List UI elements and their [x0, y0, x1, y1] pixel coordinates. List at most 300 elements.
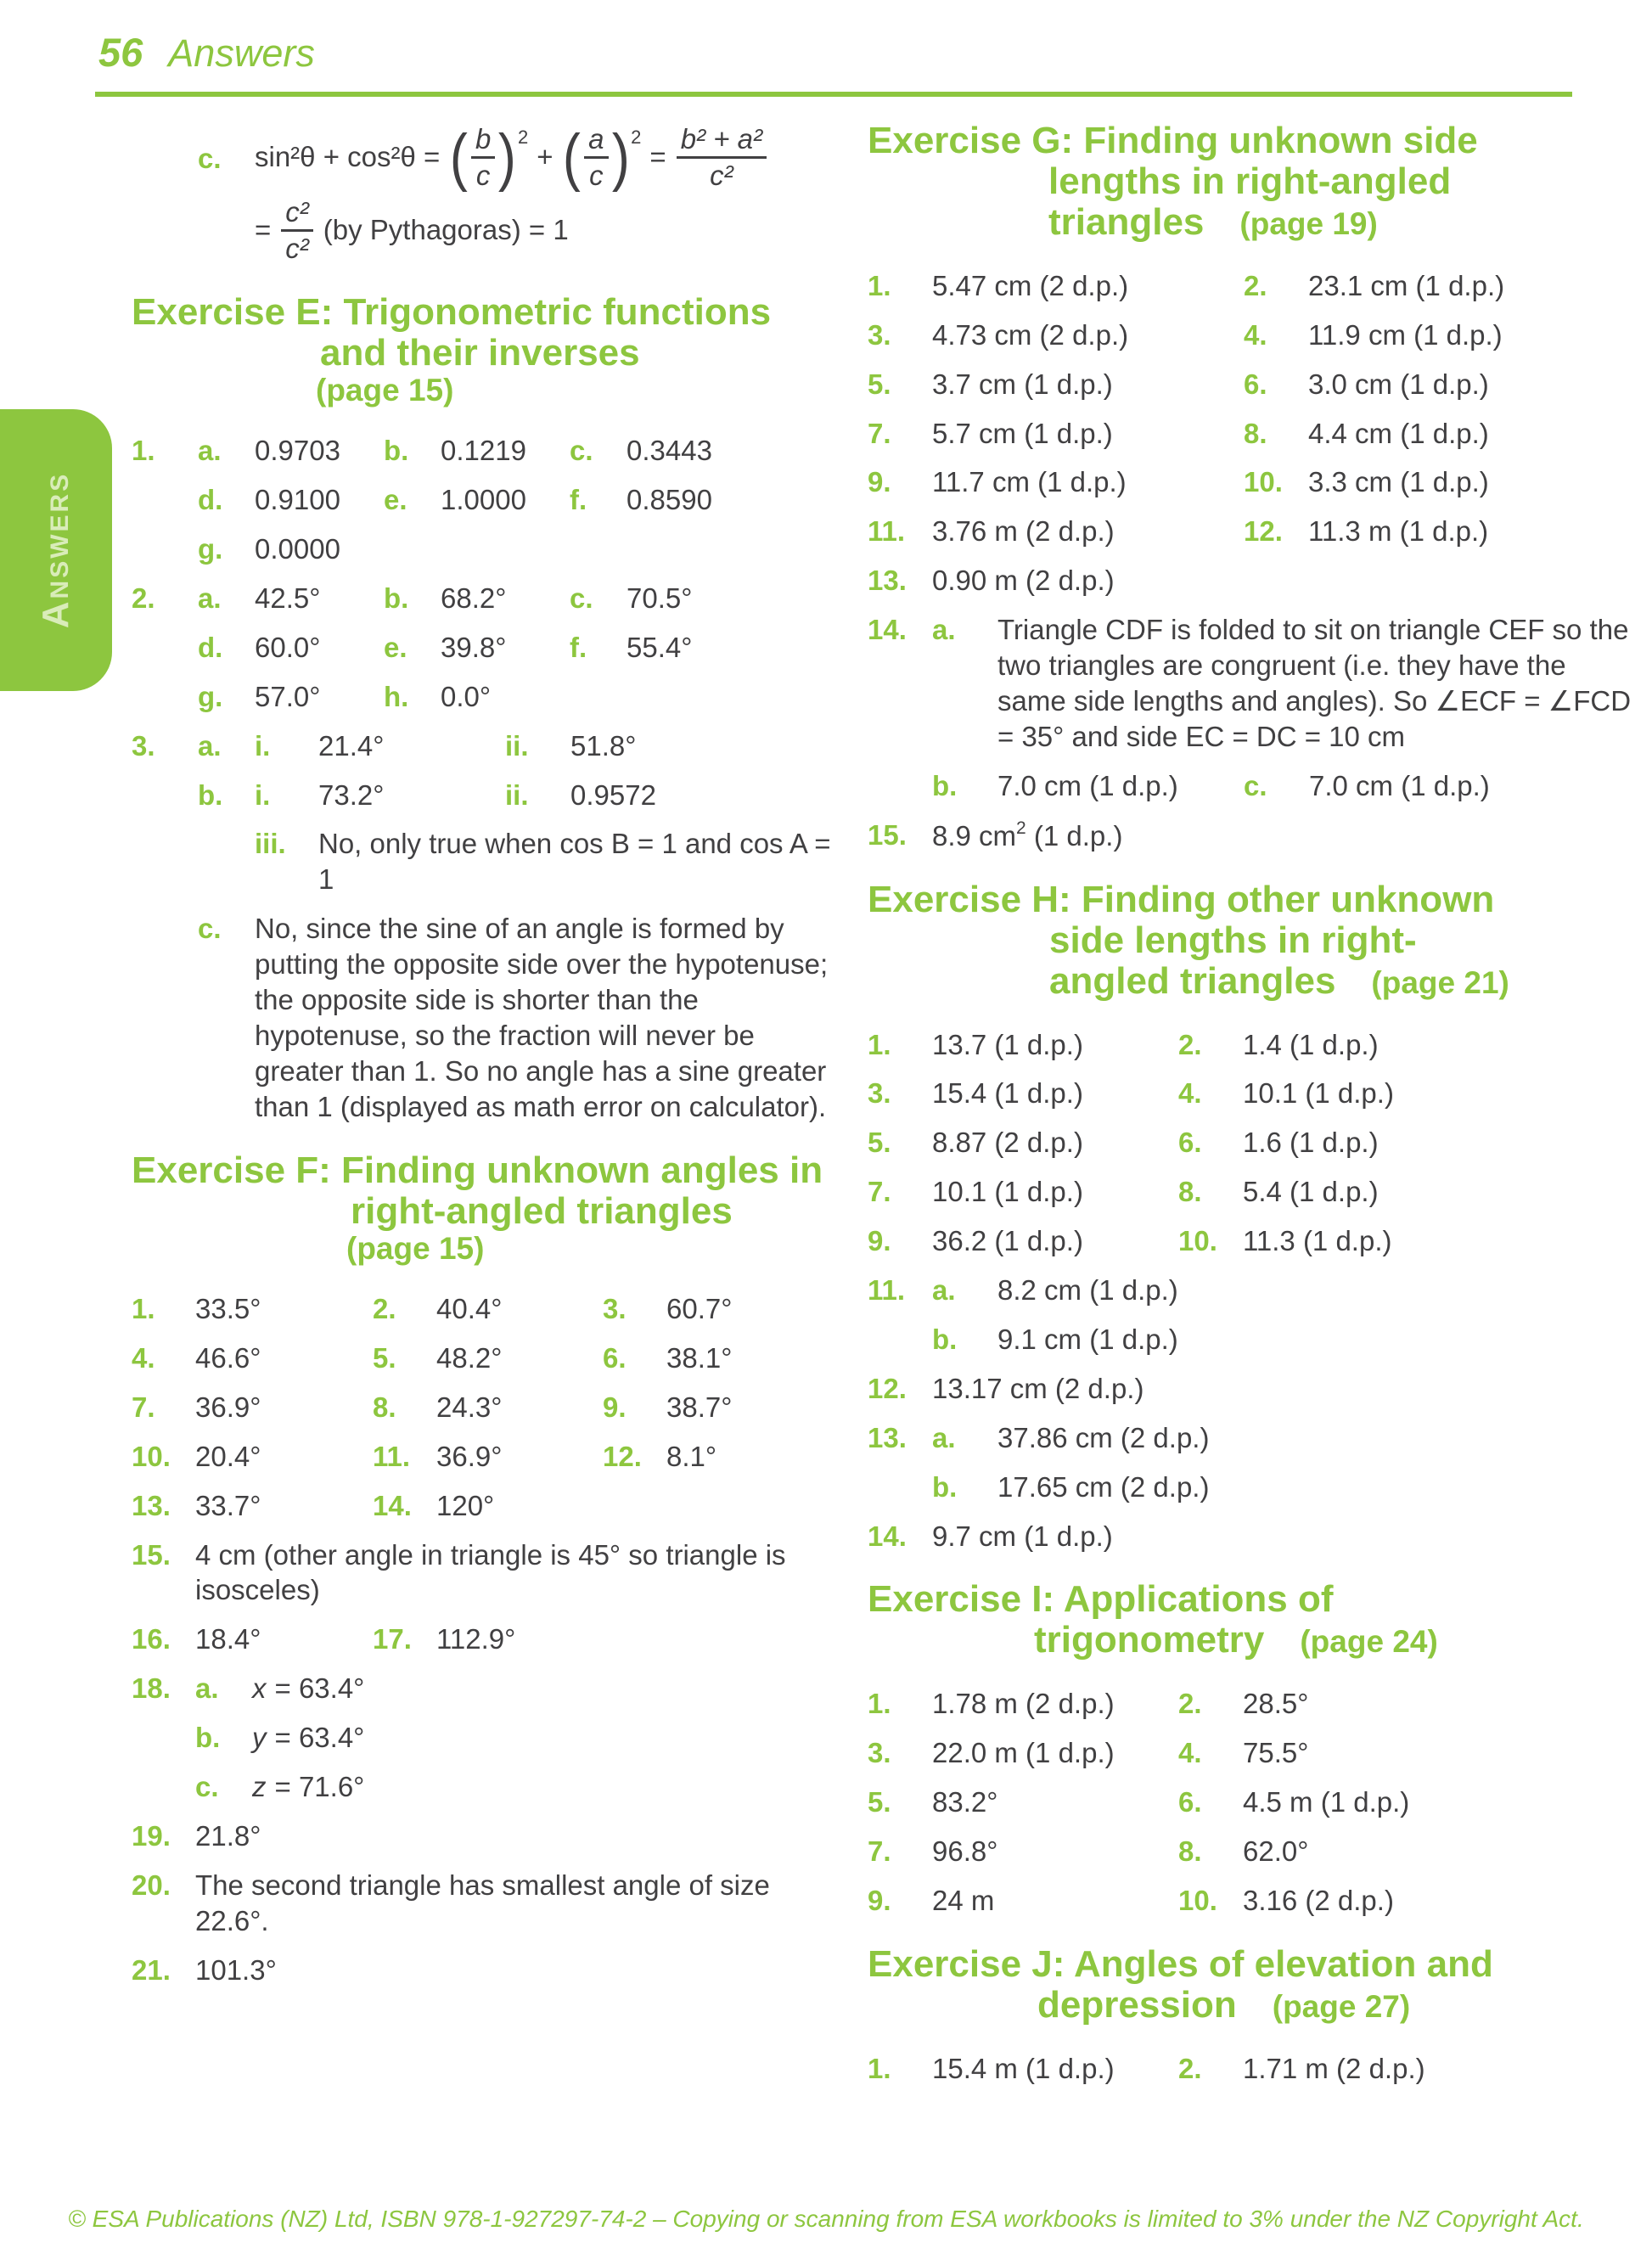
item-value: 15.4 (1 d.p.) — [932, 1077, 1083, 1110]
item-letter: f. — [570, 484, 587, 516]
answer-row — [868, 2051, 1632, 2087]
answer-row — [868, 1735, 1632, 1771]
answer-row — [132, 1720, 839, 1756]
variable: y — [252, 1722, 267, 1754]
item-value: 3.3 cm (1 d.p.) — [1308, 466, 1489, 498]
superscript: 2 — [1016, 818, 1026, 838]
exercise-f-heading — [132, 1150, 839, 1266]
answer-row — [868, 1174, 1632, 1210]
item-number: 12. — [1244, 515, 1283, 548]
fraction — [471, 122, 495, 191]
page-title: Answers — [168, 31, 315, 75]
formula-line-1 — [255, 121, 839, 194]
item-value: 0.0° — [441, 680, 492, 712]
tab-label-rest: NSWERS — [46, 471, 74, 599]
item-value: 3.0 cm (1 d.p.) — [1308, 368, 1489, 400]
item-value: 10.1 (1 d.p.) — [1243, 1077, 1394, 1110]
item-letter: a. — [198, 435, 222, 467]
copyright-text: © ESA Publications (NZ) Ltd, ISBN 978-1-927297-74-2 – Copying or scanning from ESA workbooks is limited to 3% under the NZ Copyright Act. — [68, 2206, 1584, 2232]
formula-line-2 — [255, 194, 839, 267]
item-value: 0.9572 — [570, 778, 656, 811]
item-value: 83.2° — [932, 1786, 998, 1818]
answer-row — [132, 679, 839, 715]
item-number: 6. — [1244, 368, 1267, 400]
item-value: 33.5° — [195, 1292, 261, 1324]
item-value: 5.4 (1 d.p.) — [1243, 1176, 1379, 1208]
item-number: 10. — [1178, 1885, 1217, 1916]
fraction-denominator: c² — [710, 159, 733, 191]
answer-row — [132, 433, 839, 469]
fraction-denominator: c — [475, 159, 491, 191]
item-value: No, only true when cos B = 1 and cos A = 1 — [318, 828, 831, 896]
item-number: 15. — [132, 1538, 171, 1571]
fraction-numerator: b — [471, 125, 495, 159]
equals-sign: = — [255, 214, 272, 245]
item-number: 1. — [132, 1292, 155, 1324]
item-value: 4 cm (other angle in triangle is 45° so triangle is isosceles) — [195, 1538, 786, 1606]
answer-row — [868, 1420, 1632, 1456]
item-number: 14. — [373, 1489, 412, 1521]
item-value: 38.7° — [666, 1391, 733, 1423]
fraction-denominator: c — [589, 159, 604, 191]
heading-line: Exercise F: Finding unknown angles in — [132, 1149, 823, 1191]
value-text: (1 d.p.) — [1025, 819, 1123, 851]
answer-row — [132, 1390, 839, 1425]
heading-text: triangles — [1048, 200, 1205, 243]
item-number: 2. — [1244, 269, 1267, 301]
fraction-numerator: a — [584, 125, 608, 159]
answer-row — [198, 911, 839, 1124]
plus-sign: + — [537, 141, 553, 172]
item-letter: c. — [195, 1771, 219, 1803]
item-value: 7.0 cm (1 d.p.) — [997, 769, 1178, 801]
item-value: 5.7 cm (1 d.p.) — [932, 417, 1113, 449]
answer-row — [868, 514, 1632, 549]
item-number: 8. — [373, 1391, 396, 1423]
item-value: 36.9° — [195, 1391, 261, 1423]
answer-row — [868, 818, 1632, 854]
fraction — [281, 195, 313, 264]
item-letter: c. — [570, 582, 593, 614]
item-number: 13. — [868, 1421, 907, 1453]
answer-row — [868, 367, 1632, 402]
item-value: 73.2° — [318, 778, 385, 811]
answer-row — [868, 563, 1632, 599]
answers-side-tab — [0, 409, 112, 691]
item-number: 2. — [1178, 1028, 1202, 1060]
item-number: 5. — [868, 1786, 891, 1818]
item-value: 1.78 m (2 d.p.) — [932, 1688, 1115, 1720]
item-value: 36.9° — [436, 1440, 503, 1472]
item-value: Triangle CDF is folded to sit on triangle CEF so the two triangles are congruent (i.e. they have the same side lengths and angles). So ∠ECF = ∠FCD = 35° and side EC = DC = 10 cm — [997, 614, 1632, 752]
answer-row — [868, 1519, 1632, 1554]
item-letter: b. — [384, 435, 409, 467]
item-number: 6. — [1178, 1786, 1202, 1818]
item-number: 2. — [1178, 1688, 1202, 1720]
answer-row — [868, 1076, 1632, 1111]
fraction-squared: ( $\frac{a}{c}$ ) 2 — [563, 121, 642, 193]
answers-tab-label — [35, 472, 77, 628]
answer-row — [132, 581, 839, 616]
fraction-numerator: b² + a² — [677, 125, 767, 159]
item-value: 75.5° — [1243, 1737, 1309, 1769]
answer-row — [132, 531, 839, 567]
item-number: 7. — [868, 417, 891, 449]
item-number: 4. — [1178, 1077, 1202, 1110]
item-number: 14. — [868, 1520, 907, 1552]
item-letter: c. — [1244, 769, 1267, 801]
answer-row — [868, 1784, 1632, 1820]
item-value: 5.47 cm (2 d.p.) — [932, 269, 1129, 301]
page-ref: (page 21) — [1371, 964, 1509, 1000]
exercise-i-heading — [868, 1579, 1632, 1661]
answer-row — [868, 768, 1632, 804]
item-number: 8. — [1178, 1176, 1202, 1208]
item-number: 9. — [868, 1885, 891, 1916]
item-value: 7.0 cm (1 d.p.) — [1309, 769, 1490, 801]
item-value — [932, 818, 1632, 854]
exponent: 2 — [631, 126, 642, 148]
answer-row — [868, 1371, 1632, 1407]
item-letter: f. — [570, 631, 587, 663]
item-value: 10.1 (1 d.p.) — [932, 1176, 1083, 1208]
answer-row — [868, 612, 1632, 755]
item-value: 11.9 cm (1 d.p.) — [1308, 318, 1503, 351]
item-number: 9. — [603, 1391, 627, 1423]
formula-lhs: sin²θ + cos²θ = — [255, 141, 441, 172]
value-text: = 63.4° — [274, 1722, 365, 1754]
item-value: 40.4° — [436, 1292, 503, 1324]
value-text: = 63.4° — [274, 1672, 365, 1705]
item-value: 0.9703 — [255, 435, 340, 467]
item-value: 8.2 cm (1 d.p.) — [997, 1274, 1178, 1307]
item-number: 20. — [132, 1869, 171, 1901]
item-number: 11. — [868, 515, 906, 548]
item-value: No, since the sine of an angle is formed by putting the opposite side over the hypotenuse; the opposite side is shorter than the hypotenuse, so the fraction will never be greater than 1. So no angle has a sine greater than 1 (displayed as math error on calculator). — [255, 913, 829, 1122]
value-text: 8.9 cm — [932, 819, 1017, 851]
heading-text: angled triangles — [1049, 959, 1336, 1002]
item-value: 17.65 cm (2 d.p.) — [997, 1470, 1210, 1503]
item-number: 18. — [132, 1672, 171, 1705]
item-number: 3. — [868, 318, 891, 351]
item-number: 3. — [603, 1292, 627, 1324]
answer-row — [132, 1439, 839, 1475]
heading-text: trigonometry — [1034, 1619, 1265, 1661]
item-letter: d. — [198, 484, 223, 516]
answer-row — [132, 1340, 839, 1376]
item-letter: b. — [932, 769, 958, 801]
page-ref: (page 15) — [346, 1230, 485, 1266]
item-value: 23.1 cm (1 d.p.) — [1308, 269, 1505, 301]
item-letter: c. — [198, 143, 222, 174]
item-number: 19. — [132, 1819, 171, 1852]
item-number: 3. — [132, 729, 155, 762]
item-value: The second triangle has smallest angle of size 22.6°. — [195, 1869, 770, 1936]
item-number: 13. — [132, 1489, 171, 1521]
item-value: 9.1 cm (1 d.p.) — [997, 1323, 1178, 1355]
item-value: 11.7 cm (1 d.p.) — [932, 466, 1127, 498]
item-letter: e. — [384, 484, 407, 516]
item-number: 6. — [603, 1341, 627, 1374]
item-value: 3.7 cm (1 d.p.) — [932, 368, 1113, 400]
item-letter: b. — [195, 1722, 221, 1754]
item-number: 4. — [132, 1341, 155, 1374]
item-number: 21. — [132, 1953, 171, 1986]
item-value: 60.0° — [255, 631, 321, 663]
item-value: 13.7 (1 d.p.) — [932, 1028, 1083, 1060]
heading-line — [1037, 1985, 1632, 2026]
answer-row — [868, 416, 1632, 452]
item-value: 9.7 cm (1 d.p.) — [932, 1520, 1113, 1552]
item-number: 9. — [868, 1225, 891, 1257]
item-number: 1. — [132, 435, 155, 467]
item-number: 13. — [868, 565, 907, 597]
item-number: 12. — [603, 1440, 642, 1472]
item-value: 48.2° — [436, 1341, 503, 1374]
item-value: 11.3 (1 d.p.) — [1243, 1225, 1392, 1257]
answer-row — [868, 1470, 1632, 1505]
item-roman: iii. — [255, 828, 286, 860]
item-number: 4. — [1244, 318, 1267, 351]
item-value: 20.4° — [195, 1440, 261, 1472]
item-value: 0.1219 — [441, 435, 526, 467]
item-number: 1. — [868, 1688, 891, 1720]
heading-line — [1034, 1620, 1632, 1661]
item-letter: b. — [932, 1323, 958, 1355]
answer-row — [868, 1322, 1632, 1357]
answer-row — [132, 728, 839, 764]
item-letter: a. — [195, 1672, 219, 1705]
copyright-footer — [0, 2206, 1652, 2233]
item-value: 0.8590 — [627, 484, 712, 516]
item-value: 36.2 (1 d.p.) — [932, 1225, 1083, 1257]
item-number: 15. — [868, 818, 907, 851]
answer-row — [132, 1818, 839, 1854]
item-roman: ii. — [505, 729, 529, 762]
item-number: 11. — [373, 1440, 411, 1472]
item-value: 8.1° — [666, 1440, 717, 1472]
exercise-h-heading — [868, 880, 1632, 1002]
item-number: 3. — [868, 1077, 891, 1110]
item-value: 70.5° — [627, 582, 693, 614]
item-value: 3.76 m (2 d.p.) — [932, 515, 1115, 548]
answer-row — [132, 778, 839, 813]
item-value: 101.3° — [195, 1953, 277, 1986]
answer-row — [132, 1769, 839, 1805]
tab-label-initial: A — [35, 599, 76, 629]
item-letter: h. — [384, 680, 409, 712]
value-text: = 71.6° — [274, 1771, 365, 1803]
heading-line: Exercise H: Finding other unknown — [868, 878, 1495, 920]
item-letter: d. — [198, 631, 223, 663]
answer-row — [868, 1883, 1632, 1919]
item-value: 1.0000 — [441, 484, 526, 516]
exercise-g-heading — [868, 121, 1632, 243]
item-number: 2. — [132, 582, 155, 614]
item-number: 14. — [868, 614, 907, 646]
variable: x — [252, 1672, 267, 1705]
item-letter: b. — [384, 582, 409, 614]
item-value: 15.4 m (1 d.p.) — [932, 2052, 1115, 2084]
item-letter: b. — [198, 778, 223, 811]
worked-answer-c — [132, 121, 839, 267]
exercise-e-heading — [132, 292, 839, 407]
item-value — [252, 1720, 839, 1756]
page-ref: (page 24) — [1300, 1624, 1438, 1660]
answer-row — [132, 630, 839, 666]
item-number: 16. — [132, 1623, 171, 1655]
answer-row — [868, 1027, 1632, 1063]
page-ref: (page 19) — [1239, 205, 1378, 241]
fraction — [677, 122, 767, 191]
heading-line: Exercise E: Trigonometric functions — [132, 291, 772, 333]
item-value: 24 m — [932, 1885, 995, 1916]
heading-text: depression — [1037, 1983, 1237, 2026]
item-value: 18.4° — [195, 1623, 261, 1655]
item-value: 3.16 (2 d.p.) — [1243, 1885, 1394, 1916]
formula-tail: (by Pythagoras) = 1 — [323, 214, 569, 245]
left-column — [132, 121, 839, 2002]
item-value: 1.4 (1 d.p.) — [1243, 1028, 1379, 1060]
item-number: 3. — [868, 1737, 891, 1769]
answer-row — [868, 1223, 1632, 1259]
item-value: 51.8° — [570, 729, 637, 762]
item-value: 0.90 m (2 d.p.) — [932, 565, 1115, 597]
item-number: 2. — [373, 1292, 396, 1324]
item-value: 1.71 m (2 d.p.) — [1243, 2052, 1425, 2084]
item-number: 1. — [868, 269, 891, 301]
item-value: 4.5 m (1 d.p.) — [1243, 1786, 1410, 1818]
heading-line: right-angled triangles — [351, 1189, 733, 1232]
item-roman: i. — [255, 778, 271, 811]
item-value: 0.3443 — [627, 435, 712, 467]
answer-row — [868, 464, 1632, 500]
item-number: 10. — [132, 1440, 171, 1472]
item-letter: b. — [932, 1470, 958, 1503]
item-value — [252, 1671, 839, 1706]
item-number: 8. — [1178, 1835, 1202, 1868]
fraction-squared: ( $\frac{b}{c}$ ) 2 — [450, 121, 529, 193]
item-value: 4.73 cm (2 d.p.) — [932, 318, 1129, 351]
item-value: 68.2° — [441, 582, 507, 614]
item-number: 10. — [1178, 1225, 1217, 1257]
item-letter: a. — [932, 614, 956, 646]
fraction-numerator: c² — [281, 198, 313, 232]
heading-line — [1048, 202, 1632, 243]
item-value: 13.17 cm (2 d.p.) — [932, 1372, 1144, 1404]
item-value: 46.6° — [195, 1341, 261, 1374]
item-value: 60.7° — [666, 1292, 733, 1324]
item-value: 112.9° — [436, 1623, 516, 1655]
answer-row — [868, 1273, 1632, 1308]
page-header — [98, 29, 315, 76]
item-number: 6. — [1178, 1127, 1202, 1159]
answer-row — [132, 1291, 839, 1327]
item-roman: ii. — [505, 778, 529, 811]
heading-line: and their inverses — [320, 331, 640, 374]
fraction-denominator: c² — [285, 232, 309, 264]
item-number: 5. — [868, 368, 891, 400]
fraction — [584, 122, 608, 191]
item-number: 7. — [868, 1835, 891, 1868]
answer-row — [868, 318, 1632, 353]
item-value: 0.9100 — [255, 484, 340, 516]
heading-line: lengths in right-angled — [1048, 160, 1452, 202]
formula-body — [255, 121, 839, 267]
answer-row — [868, 1834, 1632, 1869]
item-letter: g. — [198, 680, 223, 712]
item-number: 1. — [868, 1028, 891, 1060]
heading-line: side lengths in right- — [1049, 919, 1417, 961]
item-value: 37.86 cm (2 d.p.) — [997, 1421, 1210, 1453]
item-roman: i. — [255, 729, 271, 762]
item-letter: a. — [198, 582, 222, 614]
answer-row — [132, 1671, 839, 1706]
item-value: 120° — [436, 1489, 495, 1521]
page-ref: (page 27) — [1272, 1988, 1411, 2024]
item-letter: c. — [570, 435, 593, 467]
item-number: 10. — [1244, 466, 1283, 498]
answer-row — [132, 482, 839, 518]
item-value: 24.3° — [436, 1391, 503, 1423]
item-value: 96.8° — [932, 1835, 998, 1868]
item-value: 57.0° — [255, 680, 321, 712]
item-value: 28.5° — [1243, 1688, 1309, 1720]
item-value: 11.3 m (1 d.p.) — [1308, 515, 1489, 548]
item-number: 9. — [868, 466, 891, 498]
item-number: 2. — [1178, 2052, 1202, 2084]
item-number: 4. — [1178, 1737, 1202, 1769]
item-letter: a. — [932, 1421, 956, 1453]
item-value: 39.8° — [441, 631, 507, 663]
heading-line: Exercise J: Angles of elevation and — [868, 1942, 1493, 1985]
item-number: 1. — [868, 2052, 891, 2084]
item-letter: c. — [198, 913, 222, 945]
heading-line: Exercise G: Finding unknown side — [868, 120, 1478, 161]
item-value: 55.4° — [627, 631, 693, 663]
answer-row — [132, 1488, 839, 1524]
item-number: 11. — [868, 1274, 906, 1307]
item-letter: a. — [932, 1274, 956, 1307]
answer-row — [868, 268, 1632, 304]
answer-row — [132, 1621, 839, 1657]
answer-row — [868, 1125, 1632, 1161]
heading-line: Exercise I: Applications of — [868, 1578, 1334, 1621]
answer-row — [132, 1537, 839, 1609]
item-value: 42.5° — [255, 582, 321, 614]
item-letter: g. — [198, 533, 223, 565]
item-value: 21.8° — [195, 1819, 261, 1852]
item-value — [252, 1769, 839, 1805]
item-value: 0.0000 — [255, 533, 340, 565]
item-letter: a. — [198, 729, 222, 762]
item-value: 22.0 m (1 d.p.) — [932, 1737, 1115, 1769]
equals-sign: = — [649, 141, 666, 172]
item-number: 17. — [373, 1623, 412, 1655]
item-number: 5. — [868, 1127, 891, 1159]
item-number: 12. — [868, 1372, 907, 1404]
item-value: 4.4 cm (1 d.p.) — [1308, 417, 1489, 449]
item-number: 8. — [1244, 417, 1267, 449]
item-value: 33.7° — [195, 1489, 261, 1521]
item-value: 38.1° — [666, 1341, 733, 1374]
exponent: 2 — [517, 126, 529, 148]
exercise-j-heading — [868, 1944, 1632, 2026]
item-letter: e. — [384, 631, 407, 663]
answer-row — [132, 1868, 839, 1939]
header-rule — [95, 92, 1572, 97]
item-value: 62.0° — [1243, 1835, 1309, 1868]
